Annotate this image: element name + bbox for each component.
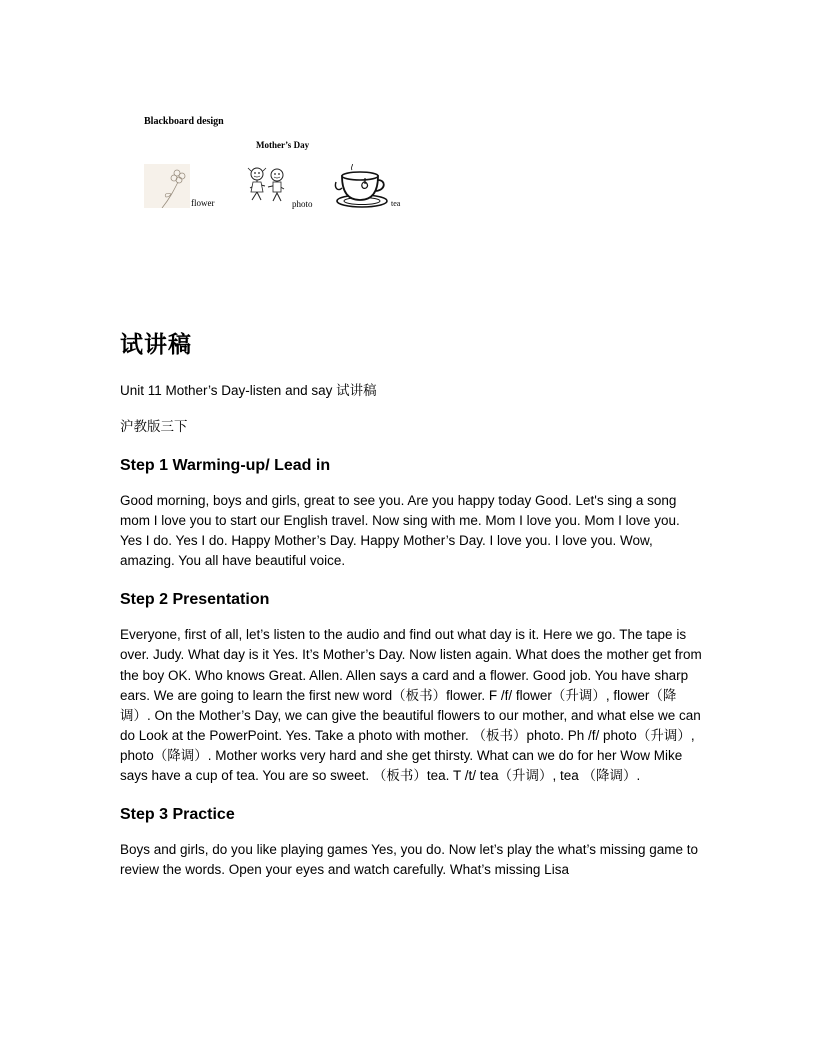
step-2-body: Everyone, first of all, let’s listen to the audio and find out what day is it. Here we go. The tape is over. Judy. What day is it Yes. It’s Mother’s Day. Now listen again. What does the mother get from the boy OK. Who knows Great. Allen. Allen says a card and a flower. Good job. You have sharp ears. We are going to learn the first new word（板书）flower. F /f/ flower（升调）, flower（降调）. On the Mother’s Day, we can give the beautiful flowers to our mother, and what else we can do Look at the PowerPoint. Yes. Take a photo with mother. （板书）photo. Ph /f/ photo（升调）, photo（降调）. Mother works very hard and she get thirsty. What can we do for her Wow Mike says have a cup of tea. You are so sweet. （板书）tea. T /t/ tea（升调）, tea （降调）. [120, 627, 702, 784]
teacup-icon [334, 164, 390, 210]
blackboard-subtitle: Mother’s Day [256, 140, 310, 150]
page-title: 试讲稿 [120, 332, 192, 358]
word-flower: flower [191, 198, 215, 208]
step-1-heading: Step 1 Warming-up/ Lead in [120, 457, 331, 474]
step-1-body: Good morning, boys and girls, great to see you. Are you happy today Good. Let's sing a song mom I love you to start our English travel. Now sing with me. Mom I love you. Mom I love you. Yes I do. Yes I do. Happy Mother’s Day. Happy Mother’s Day. I love you. I love you. Wow, amazing. You all have beautiful voice. [120, 493, 680, 569]
step-3-body: Boys and girls, do you like playing games Yes, you do. Now let’s play the what’s missing game to review the words. Open your eyes and watch carefully. What’s missing Lisa [120, 842, 699, 878]
blackboard-title: Blackboard design [144, 116, 224, 127]
edition-line: 沪教版三下 [120, 419, 188, 434]
unit-line: Unit 11 Mother’s Day-listen and say 试讲稿 [120, 383, 377, 398]
word-tea: tea [391, 199, 401, 208]
step-3-heading: Step 3 Practice [120, 806, 235, 824]
flower-sketch-icon [144, 164, 190, 208]
blackboard-design [0, 0, 816, 220]
children-icon [244, 164, 290, 206]
word-photo: photo [292, 199, 313, 209]
step-2-heading: Step 2 Presentation [120, 591, 270, 609]
document-body [120, 326, 705, 894]
